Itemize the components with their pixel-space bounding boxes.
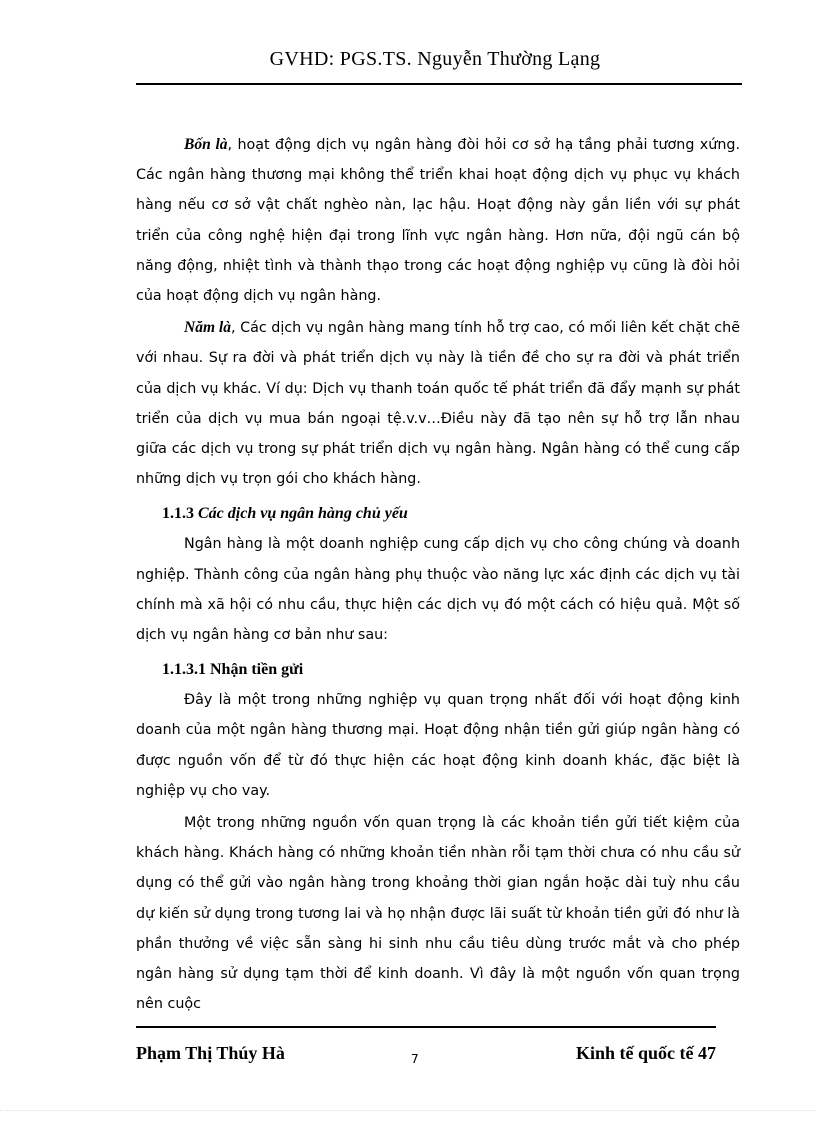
paragraph-1-1-3: Ngân hàng là một doanh nghiệp cung cấp dịch vụ cho công chúng và doanh nghiệp. Thành công của ngân hàng phụ thuộc vào năng lực xác định các dịch vụ tài chính mà xã hội có nhu cầu, thực hiện các dịch vụ đó một cách có hiệu quả. Một số dịch vụ ngân hàng cơ bản như sau: <box>136 536 740 644</box>
heading-1-1-3-title: Các dịch vụ ngân hàng chủ yếu <box>198 505 408 523</box>
footer-class: Kinh tế quốc tế 47 <box>576 1043 717 1063</box>
heading-1-1-3-number: 1.1.3 <box>162 505 198 523</box>
paragraph-fourth-point <box>136 130 740 311</box>
page-bottom-edge <box>0 1110 816 1111</box>
lead-fourth: Bốn là <box>184 136 228 153</box>
heading-1-1-3-1: 1.1.3.1 Nhận tiền gửi <box>162 661 304 679</box>
page-header-title: GVHD: PGS.TS. Nguyễn Thường Lạng <box>269 48 601 70</box>
footer-divider <box>136 1026 716 1028</box>
paragraph-fifth-point <box>136 313 740 494</box>
paragraph-fourth-text: , hoạt động dịch vụ ngân hàng đòi hỏi cơ sở hạ tầng phải tương xứng. Các ngân hàng thương mại không thể triển khai hoạt động dịch vụ phục vụ khách hàng nếu cơ sở vật chất nghèo nàn, lạc hậu. Hoạt động này gắn liền với sự phát triển của công nghệ hiện đại trong lĩnh vực ngân hàng. Hơn nữa, đội ngũ cán bộ năng động, nhiệt tình và thành thạo trong các hoạt động nghiệp vụ cũng là đòi hỏi của hoạt động dịch vụ ngân hàng. <box>136 137 741 305</box>
heading-1-1-3 <box>136 498 740 529</box>
paragraph-1-1-3-1-b: Một trong những nguồn vốn quan trọng là các khoản tiền gửi tiết kiệm của khách hàng. Khách hàng có những khoản tiền nhàn rỗi tạm thời chưa có nhu cầu sử dụng có thể gửi vào ngân hàng trong khoảng thời gian ngắn hoặc dài tuỳ nhu cầu dự kiến sử dụng trong tương lai và họ nhận được lãi suất từ khoản tiền gửi đó như là phần thưởng về việc sẵn sàng hi sinh nhu cầu tiêu dùng trước mắt và cho phép ngân hàng sử dụng tạm thời để kinh doanh. Vì đây là một nguồn vốn quan trọng nên cuộc <box>136 815 740 1013</box>
footer-author: Phạm Thị Thúy Hà <box>136 1043 285 1063</box>
page-number: 7 <box>411 1052 419 1066</box>
lead-fifth: Năm là <box>184 319 231 337</box>
document-body <box>136 130 740 1019</box>
paragraph-1-1-3-1-a: Đây là một trong những nghiệp vụ quan trọng nhất đối với hoạt động kinh doanh của một ngân hàng thương mại. Hoạt động nhận tiền gửi giúp ngân hàng có được nguồn vốn để từ đó thực hiện các hoạt động kinh doanh khác, đặc biệt là nghiệp vụ cho vay. <box>136 692 740 799</box>
header-divider <box>136 83 742 85</box>
paragraph-fifth-text: , Các dịch vụ ngân hàng mang tính hỗ trợ cao, có mối liên kết chặt chẽ với nhau. Sự ra đời và phát triển dịch vụ này là tiền đề cho sự ra đời và phát triển của dịch vụ khác. Ví dụ: Dịch vụ thanh toán quốc tế phát triển đã đẩy mạnh sự phát triển của dịch vụ mua bán ngoại tệ.v.v…Điều này đã tạo nên sự hỗ trợ lẫn nhau giữa các dịch vụ trong sự phát triển dịch vụ ngân hàng. Ngân hàng có thể cung cấp những dịch vụ trọn gói cho khách hàng. <box>136 320 740 488</box>
